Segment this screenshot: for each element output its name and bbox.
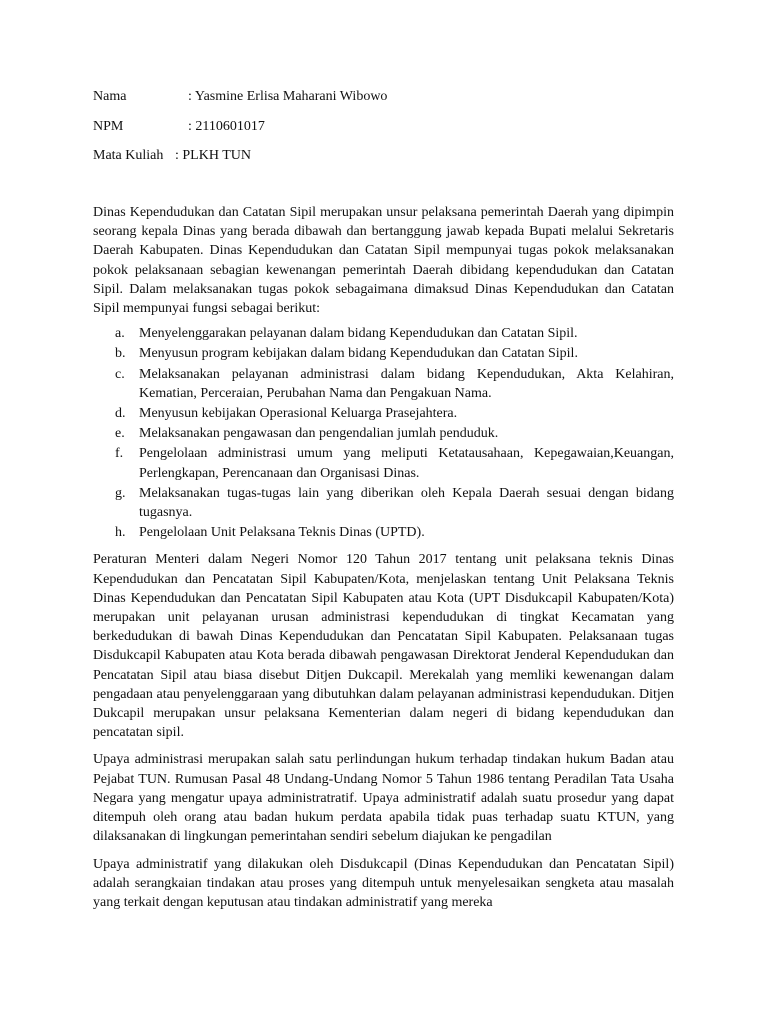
- name-label: Nama: [93, 89, 127, 104]
- list-item: [93, 324, 674, 343]
- npm-value: : 2110601017: [188, 118, 265, 134]
- list-item-text: Menyusun program kebijakan dalam bidang Kependudukan dan Catatan Sipil.: [139, 346, 578, 362]
- paragraph-intro: Dinas Kependudukan dan Catatan Sipil merupakan unsur pelaksana pemerintah Daerah yang dipimpin seorang kepala Dinas yang berada dibawah dan bertanggung jawab kepada Bupati melalui Sekretaris Daerah Kabupaten. Dinas Kependudukan dan Catatan Sipil mempunyai tugas pokok melaksanakan pokok pelaksanaan sebagian kewenangan pemerintah Daerah dibidang kependudukan dan Catatan Sipil. Dalam melaksanakan tugas pokok sebagaimana dimaksud Dinas Kependudukan dan Catatan Sipil mempunyai fungsi sebagai berikut:: [93, 205, 674, 317]
- list-marker: d.: [115, 406, 126, 422]
- course-row: [93, 146, 693, 176]
- list-item: [93, 484, 674, 522]
- npm-label: NPM: [93, 118, 124, 134]
- list-item: [93, 344, 674, 363]
- name-value: : Yasmine Erlisa Maharani Wibowo: [188, 89, 388, 104]
- list-item-text: Melaksanakan tugas-tugas lain yang diberikan oleh Kepala Daerah sesuai dengan bidang tugasnya.: [139, 485, 674, 521]
- list-item-text: Pengelolaan administrasi umum yang meliputi Ketatausahaan, Kepegawaian,Keuangan, Perlengkapan, Perencanaan dan Organisasi Dinas.: [139, 446, 674, 481]
- list-item: [93, 404, 674, 423]
- list-marker: g.: [115, 485, 126, 501]
- list-item: [93, 365, 674, 403]
- list-item-text: Pengelolaan Unit Pelaksana Teknis Dinas (UPTD).: [139, 525, 425, 541]
- paragraph-permendagri: Peraturan Menteri dalam Negeri Nomor 120 Tahun 2017 tentang unit pelaksana teknis Dinas Kependudukan dan Pencatatan Sipil Kabupaten/Kota, menjelaskan tentang Unit Pelaksana Teknis Dinas Kependudukan dan Pencatatan Sipil Kabupaten atau Kota (UPT Disdukcapil Kabupaten/Kota) merupakan unit pelayanan urusan administrasi kependudukan di tingkat Kecamatan yang berkedudukan di bawah Dinas Kependudukan dan Pencatatan Sipil Kabupaten. Pelaksanaan tugas Disdukcapil Kabupaten atau Kota berada dibawah pengawasan Direktorat Jenderal Kependudukan dan Pencatatan Sipil atau biasa disebut Ditjen Dukcapil. Merekalah yang memliki kewenangan dalam pengadaan atau penyelenggaraan yang dibutuhkan dalam pelayanan administrasi kependudukan. Ditjen Dukcapil merupakan unsur pelaksana Kementerian dalam negeri di bidang kependudukan dan pencatatan sipil.: [93, 552, 674, 741]
- name-row: [93, 87, 693, 117]
- list-item-text: Melaksanakan pelayanan administrasi dalam bidang Kependudukan, Akta Kelahiran, Kematian, Perceraian, Perubahan Nama dan Pengakuan Nama.: [139, 366, 674, 401]
- list-marker: e.: [115, 426, 125, 442]
- list-marker: c.: [115, 366, 125, 382]
- list-item: [93, 444, 674, 482]
- document-body: [93, 203, 674, 912]
- list-marker: f.: [115, 446, 124, 462]
- npm-row: [93, 117, 693, 147]
- list-item: [93, 424, 674, 443]
- course-label: Mata Kuliah: [93, 148, 164, 163]
- list-marker: a.: [115, 326, 125, 342]
- list-item-text: Menyelenggarakan pelayanan dalam bidang Kependudukan dan Catatan Sipil.: [139, 326, 578, 342]
- student-info: [93, 87, 693, 176]
- list-item-text: Menyusun kebijakan Operasional Keluarga Prasejahtera.: [139, 406, 458, 422]
- functions-list: [93, 324, 674, 542]
- paragraph-upaya-disdukcapil: Upaya administratif yang dilakukan oleh Disdukcapil (Dinas Kependudukan dan Pencatatan Sipil) adalah serangkaian tindakan atau proses yang ditempuh untuk menyelesaikan sengketa atau masalah yang terkait dengan keputusan atau tindakan administratif yang mereka: [93, 856, 674, 910]
- list-marker: b.: [115, 346, 126, 362]
- course-value: : PLKH TUN: [175, 148, 251, 163]
- paragraph-upaya-administrasi: Upaya administrasi merupakan salah satu perlindungan hukum terhadap tindakan hukum Badan atau Pejabat TUN. Rumusan Pasal 48 Undang-Undang Nomor 5 Tahun 1986 tentang Peradilan Tata Usaha Negara yang mengatur upaya administratratif. Upaya administratif adalah suatu prosedur yang dapat ditempuh oleh orang atau badan hukum perdata apabila tidak puas terhadap suatu KTUN, yang dilaksanakan di lingkungan pemerintahan sendiri sebelum diajukan ke pengadilan: [93, 752, 674, 845]
- list-marker: h.: [115, 525, 126, 541]
- list-item: [93, 523, 674, 542]
- list-item-text: Melaksanakan pengawasan dan pengendalian jumlah penduduk.: [139, 426, 499, 442]
